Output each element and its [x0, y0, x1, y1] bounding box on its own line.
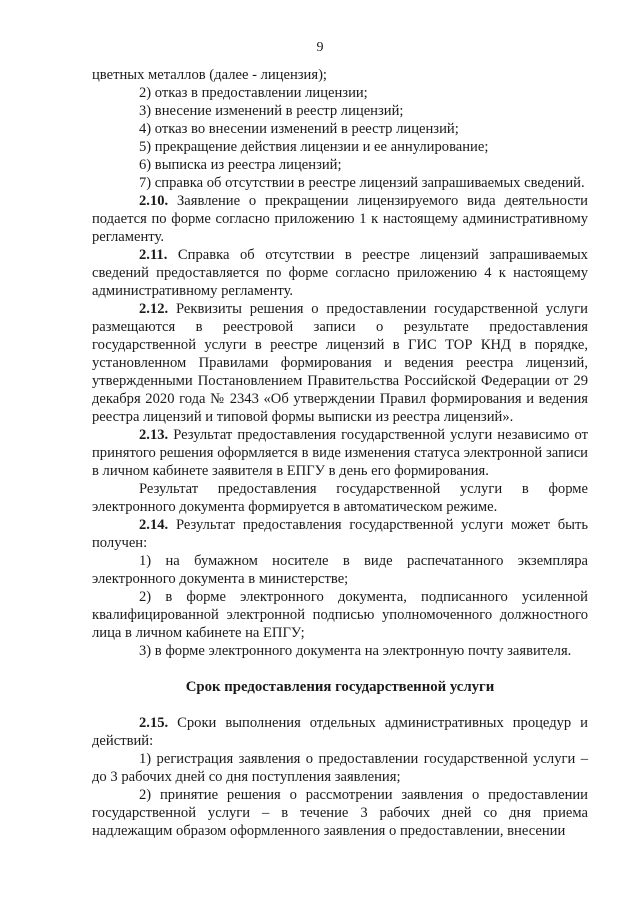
list-item	[92, 156, 588, 174]
list-item	[92, 552, 588, 588]
section-2-10	[92, 192, 588, 246]
paragraph-text: Реквизиты решения о предоставлении государственной услуги размещаются в реестровой записи о результате предоставления государственной услуги в реестре лицензий в ГИС ТОР КНД в порядке, установленном Правилами формирования и ведения реестра лицензий, утвержденными Постановлением Правительства Российской Федерации от 29 декабря 2020 года № 2343 «Об утверждении Правил формирования и ведения реестра лицензий и типовой формы выписки из реестра лицензий».	[92, 301, 588, 425]
section-number: 2.13.	[139, 427, 169, 443]
section-2-11	[92, 246, 588, 300]
paragraph-text: 1) регистрация заявления о предоставлении государственной услуги – до 3 рабочих дней со дня поступления заявления;	[92, 751, 588, 785]
list-item	[92, 750, 588, 786]
page-number: 9	[316, 40, 324, 55]
list-item	[92, 786, 588, 840]
paragraph-text: 1) на бумажном носителе в виде распечатанного экземпляра электронного документа в министерстве;	[92, 553, 588, 587]
list-item	[92, 84, 588, 102]
section-heading: Срок предоставления государственной услуги	[185, 679, 495, 695]
section-2-15	[92, 714, 588, 750]
list-item	[92, 588, 588, 642]
document-body	[92, 66, 588, 840]
paragraph-text: 7) справка об отсутствии в реестре лицензий запрашиваемых сведений.	[139, 175, 585, 191]
paragraph-text: Справка об отсутствии в реестре лицензий запрашиваемых сведений предоставляется по форме согласно приложению 4 к настоящему административному регламенту.	[92, 247, 588, 299]
paragraph-text: Результат предоставления государственной услуги независимо от принятого решения оформляется в виде изменения статуса электронной записи в личном кабинете заявителя в ЕПГУ в день его формирования.	[92, 427, 588, 479]
paragraph-text: 2) в форме электронного документа, подписанного усиленной квалифицированной электронной подписью уполномоченного должностного лица в личном кабинете на ЕПГУ;	[92, 589, 588, 641]
section-2-13	[92, 426, 588, 480]
list-item	[92, 138, 588, 156]
paragraph-text: цветных металлов (далее - лицензия);	[92, 67, 327, 83]
section-number: 2.11.	[139, 247, 168, 263]
paragraph	[92, 66, 588, 84]
paragraph-text: 6) выписка из реестра лицензий;	[139, 157, 342, 173]
paragraph-text: 3) внесение изменений в реестр лицензий;	[139, 103, 404, 119]
paragraph-text: Сроки выполнения отдельных административных процедур и действий:	[92, 715, 588, 749]
paragraph-text: 5) прекращение действия лицензии и ее аннулирование;	[139, 139, 489, 155]
section-number: 2.14.	[139, 517, 169, 533]
paragraph-text: Результат предоставления государственной услуги может быть получен:	[92, 517, 588, 551]
section-2-14	[92, 516, 588, 552]
list-item	[92, 120, 588, 138]
list-item	[92, 642, 588, 660]
paragraph-text: 2) отказ в предоставлении лицензии;	[139, 85, 368, 101]
paragraph	[92, 480, 588, 516]
section-2-12	[92, 300, 588, 426]
paragraph-text: Заявление о прекращении лицензируемого вида деятельности подается по форме согласно приложению 1 к настоящему административному регламенту.	[92, 193, 588, 245]
paragraph-text: 4) отказ во внесении изменений в реестр лицензий;	[139, 121, 459, 137]
section-number: 2.15.	[139, 715, 169, 731]
paragraph-text: 2) принятие решения о рассмотрении заявления о предоставлении государственной услуги – в течение 3 рабочих дней со дня приема надлежащим образом оформленного заявления о предоставлении, внесении	[92, 787, 588, 839]
paragraph-text: Результат предоставления государственной услуги в форме электронного документа формируется в автоматическом режиме.	[92, 481, 588, 515]
paragraph-text: 3) в форме электронного документа на электронную почту заявителя.	[139, 643, 572, 659]
list-item	[92, 174, 588, 192]
list-item	[92, 102, 588, 120]
section-number: 2.10.	[139, 193, 169, 209]
section-number: 2.12.	[139, 301, 169, 317]
